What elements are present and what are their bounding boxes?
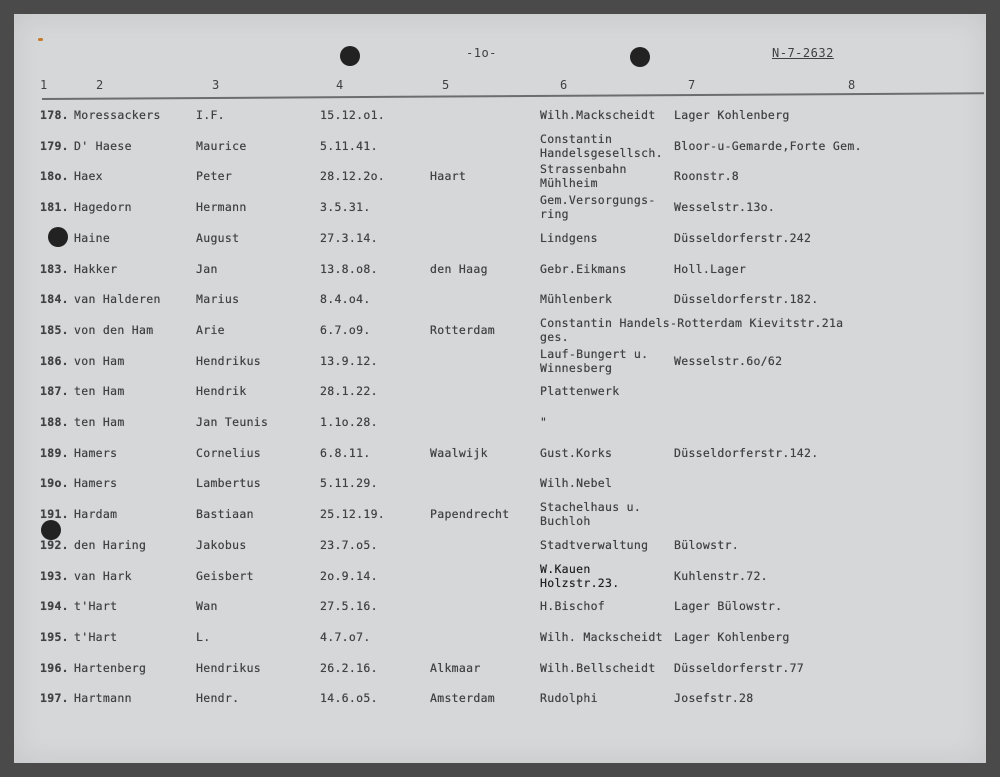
address-cell: Bloor-u-Gemarde,Forte Gem. bbox=[674, 138, 862, 153]
column-number: 7 bbox=[688, 78, 696, 92]
row-number: 191. bbox=[40, 507, 69, 522]
surname-cell: Hardam bbox=[74, 507, 118, 522]
stain-mark bbox=[38, 38, 43, 41]
column-number: 4 bbox=[336, 78, 344, 92]
employer-cell: Mühlenberk bbox=[540, 292, 613, 307]
given-name-cell: Hermann bbox=[196, 200, 247, 215]
employer-cell: Gebr.Eikmans bbox=[540, 261, 627, 276]
employer-cell: Wilh.Mackscheidt bbox=[540, 108, 656, 122]
birth-date-cell: 23.7.o5. bbox=[320, 537, 378, 552]
surname-cell: von Ham bbox=[74, 353, 125, 368]
address-cell: Bülowstr. bbox=[674, 537, 740, 552]
row-number: 179. bbox=[40, 138, 69, 153]
birth-date-cell: 3.5.31. bbox=[320, 200, 371, 215]
given-name-cell: Wan bbox=[196, 599, 218, 614]
address-cell: Düsseldorferstr.142. bbox=[674, 445, 819, 460]
punch-hole-icon bbox=[340, 46, 360, 66]
address-cell: Lager Kohlenberg bbox=[674, 108, 790, 122]
address-cell: Düsseldorferstr.242 bbox=[674, 230, 812, 245]
row-number: 187. bbox=[40, 384, 69, 399]
address-cell: Wesselstr.13o. bbox=[674, 200, 776, 215]
address-cell: Düsseldorferstr.182. bbox=[674, 292, 819, 307]
given-name-cell: Cornelius bbox=[196, 445, 262, 460]
birth-date-cell: 4.7.o7. bbox=[320, 629, 371, 644]
row-number: 19o. bbox=[40, 476, 69, 491]
employer-cell: Gust.Korks bbox=[540, 445, 613, 460]
birth-date-cell: 5.11.29. bbox=[320, 476, 378, 491]
address-cell: Wesselstr.6o/62 bbox=[674, 353, 783, 368]
given-name-cell: Hendr. bbox=[196, 691, 240, 706]
employer-cell: Wilh.Bellscheidt bbox=[540, 660, 656, 675]
row-number: 185. bbox=[40, 322, 69, 337]
birth-date-cell: 6.7.o9. bbox=[320, 322, 371, 337]
surname-cell: Hakker bbox=[74, 261, 118, 276]
document-page bbox=[14, 14, 986, 763]
birth-date-cell: 28.1.22. bbox=[320, 384, 378, 399]
address-cell: Roonstr.8 bbox=[674, 169, 740, 184]
surname-cell: Haex bbox=[74, 169, 103, 184]
employer-cell: H.Bischof bbox=[540, 599, 606, 614]
column-number: 5 bbox=[442, 78, 450, 92]
surname-cell: van Hark bbox=[74, 568, 132, 583]
punch-hole-icon bbox=[630, 47, 650, 67]
row-number: 194. bbox=[40, 599, 69, 614]
row-number: 195. bbox=[40, 629, 69, 644]
given-name-cell: Peter bbox=[196, 169, 233, 184]
page-number: -1o- bbox=[466, 46, 497, 60]
given-name-cell: I.F. bbox=[196, 108, 225, 122]
surname-cell: Haine bbox=[74, 230, 111, 245]
birth-date-cell: 2o.9.14. bbox=[320, 568, 378, 583]
column-number: 3 bbox=[212, 78, 220, 92]
employer-cell: Wilh. Mackscheidt bbox=[540, 629, 663, 644]
employer-cell: Stadtverwaltung bbox=[540, 537, 649, 552]
given-name-cell: Bastiaan bbox=[196, 507, 254, 522]
birthplace-cell: Papendrecht bbox=[430, 507, 510, 522]
employer-cell: Stachelhaus u. Buchloh bbox=[540, 500, 642, 529]
employer-cell: Constantin Handels-Rotterdam Kievitstr.21a ges. bbox=[540, 315, 844, 344]
surname-cell: ten Ham bbox=[74, 384, 125, 399]
employer-cell: Wilh.Nebel bbox=[540, 476, 613, 491]
row-number: 196. bbox=[40, 660, 69, 675]
surname-cell: Hamers bbox=[74, 445, 118, 460]
header-rule bbox=[42, 92, 984, 100]
address-cell: Lager Kohlenberg bbox=[674, 629, 790, 644]
birth-date-cell: 27.3.14. bbox=[320, 230, 378, 245]
given-name-cell: Jakobus bbox=[196, 537, 247, 552]
given-name-cell: Hendrikus bbox=[196, 353, 262, 368]
surname-cell: t'Hart bbox=[74, 599, 118, 614]
row-number: 188. bbox=[40, 415, 69, 429]
surname-cell: ten Ham bbox=[74, 415, 125, 429]
given-name-cell: Geisbert bbox=[196, 568, 254, 583]
surname-cell: t'Hart bbox=[74, 629, 118, 644]
reference-code: N-7-2632 bbox=[772, 46, 834, 60]
given-name-cell: Jan bbox=[196, 261, 218, 276]
given-name-cell: Hendrikus bbox=[196, 660, 262, 675]
given-name-cell: Lambertus bbox=[196, 476, 262, 491]
birth-date-cell: 14.6.o5. bbox=[320, 691, 378, 706]
row-number: 183. bbox=[40, 261, 69, 276]
row-number: 186. bbox=[40, 353, 69, 368]
surname-cell: Moressackers bbox=[74, 108, 161, 122]
employer-cell: Strassenbahn Mühlheim bbox=[540, 162, 627, 191]
punch-hole-icon bbox=[48, 227, 68, 247]
column-number: 6 bbox=[560, 78, 568, 92]
row-number: 193. bbox=[40, 568, 69, 583]
row-number: 197. bbox=[40, 691, 69, 706]
employer-cell: Constantin Handelsgesellsch. bbox=[540, 131, 663, 160]
row-number: 18o. bbox=[40, 169, 69, 184]
column-number: 2 bbox=[96, 78, 104, 92]
address-cell: Holl.Lager bbox=[674, 261, 747, 276]
birth-date-cell: 5.11.41. bbox=[320, 138, 378, 153]
birth-date-cell: 15.12.o1. bbox=[320, 108, 386, 122]
birth-date-cell: 8.4.o4. bbox=[320, 292, 371, 307]
surname-cell: D' Haese bbox=[74, 138, 132, 153]
birthplace-cell: Alkmaar bbox=[430, 660, 481, 675]
surname-cell: Hartmann bbox=[74, 691, 132, 706]
surname-cell: Hartenberg bbox=[74, 660, 147, 675]
row-number: 189. bbox=[40, 445, 69, 460]
column-number: 8 bbox=[848, 78, 856, 92]
birth-date-cell: 26.2.16. bbox=[320, 660, 378, 675]
column-number: 1 bbox=[40, 78, 48, 92]
surname-cell: van Halderen bbox=[74, 292, 161, 307]
birth-date-cell: 25.12.19. bbox=[320, 507, 386, 522]
employer-cell: W.Kauen Holzstr.23. bbox=[540, 561, 620, 590]
given-name-cell: Jan Teunis bbox=[196, 415, 269, 429]
surname-cell: Hagedorn bbox=[74, 200, 132, 215]
given-name-cell: Arie bbox=[196, 322, 225, 337]
employer-cell: " bbox=[540, 415, 548, 429]
given-name-cell: Hendrik bbox=[196, 384, 247, 399]
surname-cell: Hamers bbox=[74, 476, 118, 491]
surname-cell: von den Ham bbox=[74, 322, 154, 337]
address-cell: Josefstr.28 bbox=[674, 691, 754, 706]
row-number: 184. bbox=[40, 292, 69, 307]
row-number: 192. bbox=[40, 537, 69, 552]
birthplace-cell: Amsterdam bbox=[430, 691, 496, 706]
row-number: 181. bbox=[40, 200, 69, 215]
employer-cell: Rudolphi bbox=[540, 691, 598, 706]
birthplace-cell: Waalwijk bbox=[430, 445, 488, 460]
birth-date-cell: 1.1o.28. bbox=[320, 415, 378, 429]
address-cell: Kuhlenstr.72. bbox=[674, 568, 768, 583]
given-name-cell: Maurice bbox=[196, 138, 247, 153]
birthplace-cell: Haart bbox=[430, 169, 467, 184]
employer-cell: Lauf-Bungert u. Winnesberg bbox=[540, 346, 649, 375]
given-name-cell: L. bbox=[196, 629, 211, 644]
birthplace-cell: den Haag bbox=[430, 261, 488, 276]
given-name-cell: Marius bbox=[196, 292, 240, 307]
birthplace-cell: Rotterdam bbox=[430, 322, 496, 337]
employer-cell: Lindgens bbox=[540, 230, 598, 245]
given-name-cell: August bbox=[196, 230, 240, 245]
birth-date-cell: 6.8.11. bbox=[320, 445, 371, 460]
birth-date-cell: 27.5.16. bbox=[320, 599, 378, 614]
birth-date-cell: 28.12.2o. bbox=[320, 169, 386, 184]
address-cell: Lager Bülowstr. bbox=[674, 599, 783, 614]
birth-date-cell: 13.8.o8. bbox=[320, 261, 378, 276]
address-cell: Düsseldorferstr.77 bbox=[674, 660, 805, 675]
row-number: 178. bbox=[40, 108, 69, 122]
birth-date-cell: 13.9.12. bbox=[320, 353, 378, 368]
surname-cell: den Haring bbox=[74, 537, 147, 552]
employer-cell: Plattenwerk bbox=[540, 384, 620, 399]
employer-cell: Gem.Versorgungs- ring bbox=[540, 193, 656, 222]
